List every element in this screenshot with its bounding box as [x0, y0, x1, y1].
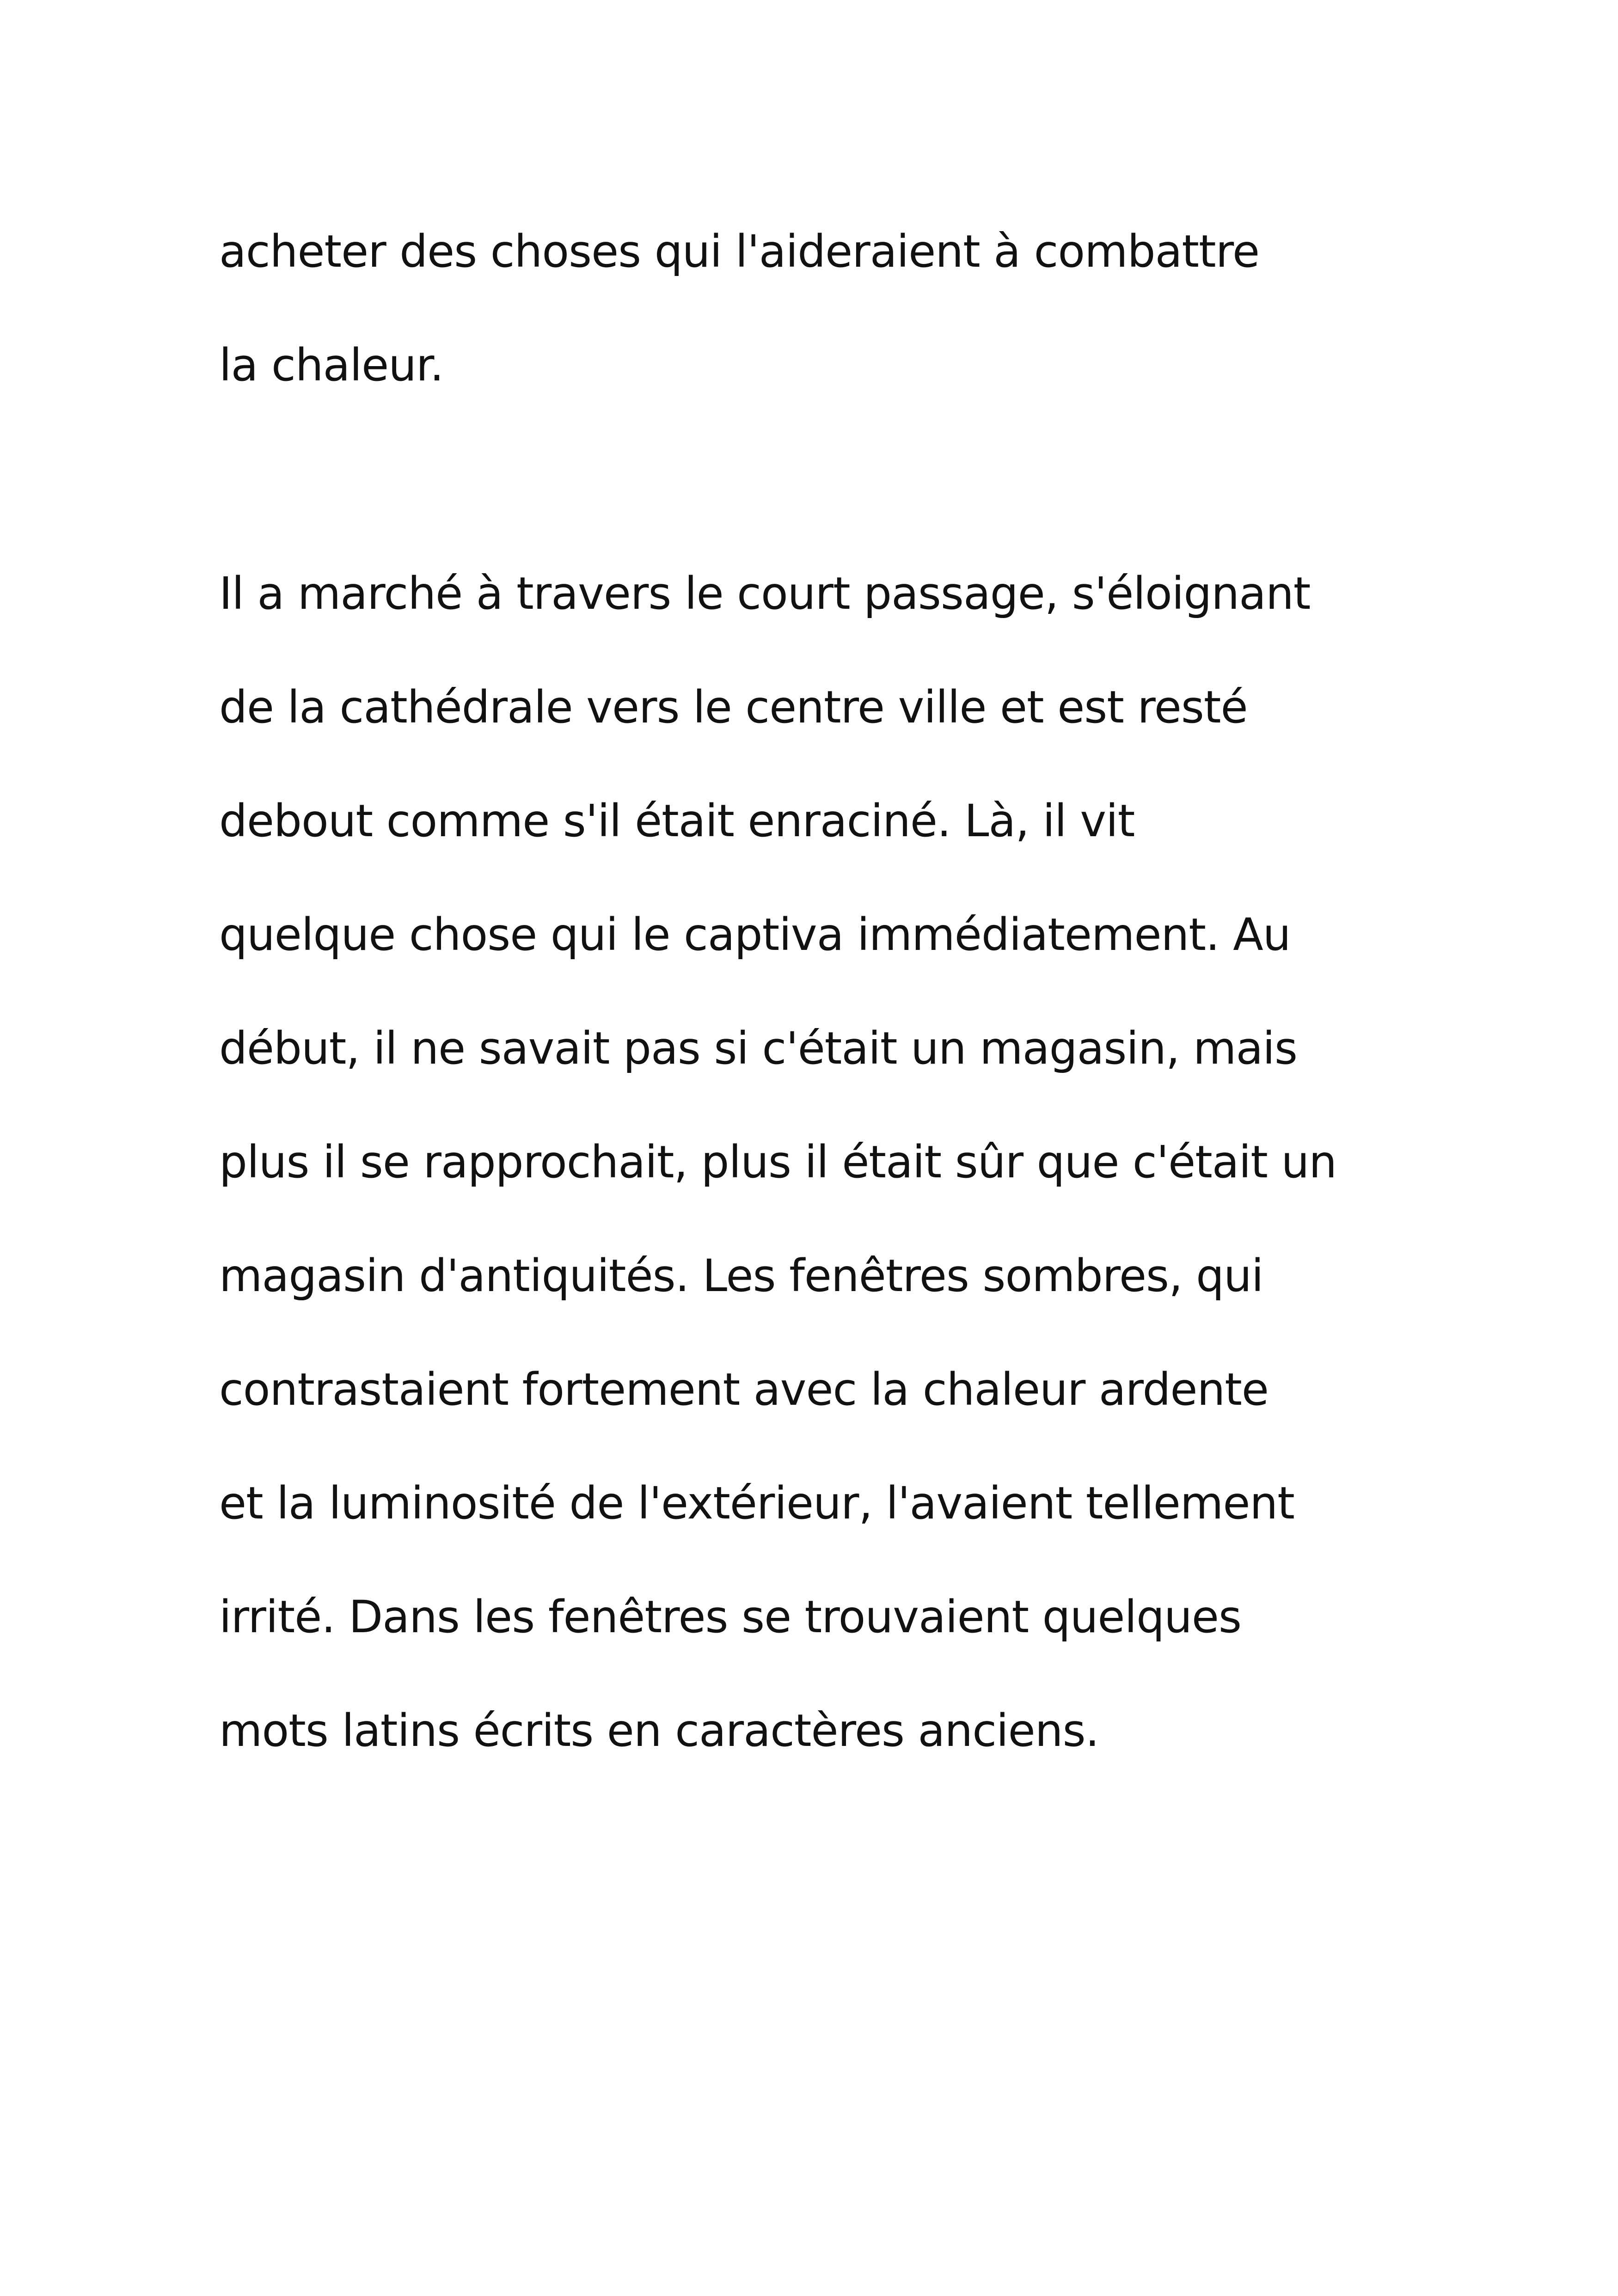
text-line: la chaleur.: [219, 339, 444, 391]
text-line: mots latins écrits en caractères anciens.: [219, 1705, 1099, 1757]
text-line: irrité. Dans les fenêtres se trouvaient quelques: [219, 1591, 1241, 1643]
text-line: debout comme s'il était enraciné. Là, il vit: [219, 795, 1135, 847]
text-line: acheter des choses qui l'aideraient à combattre: [219, 226, 1260, 277]
text-line: contrastaient fortement avec la chaleur ardente: [219, 1364, 1269, 1415]
text-line: magasin d'antiquités. Les fenêtres sombres, qui: [219, 1250, 1263, 1302]
text-line: Il a marché à travers le court passage, s'éloignant: [219, 568, 1311, 619]
text-line: quelque chose qui le captiva immédiatement. Au: [219, 909, 1291, 961]
text-line: plus il se rapprochait, plus il était sûr que c'était un: [219, 1136, 1337, 1188]
text-line: début, il ne savait pas si c'était un magasin, mais: [219, 1022, 1297, 1074]
text-line: de la cathédrale vers le centre ville et est resté: [219, 681, 1248, 733]
text-line: et la luminosité de l'extérieur, l'avaient tellement: [219, 1477, 1294, 1529]
